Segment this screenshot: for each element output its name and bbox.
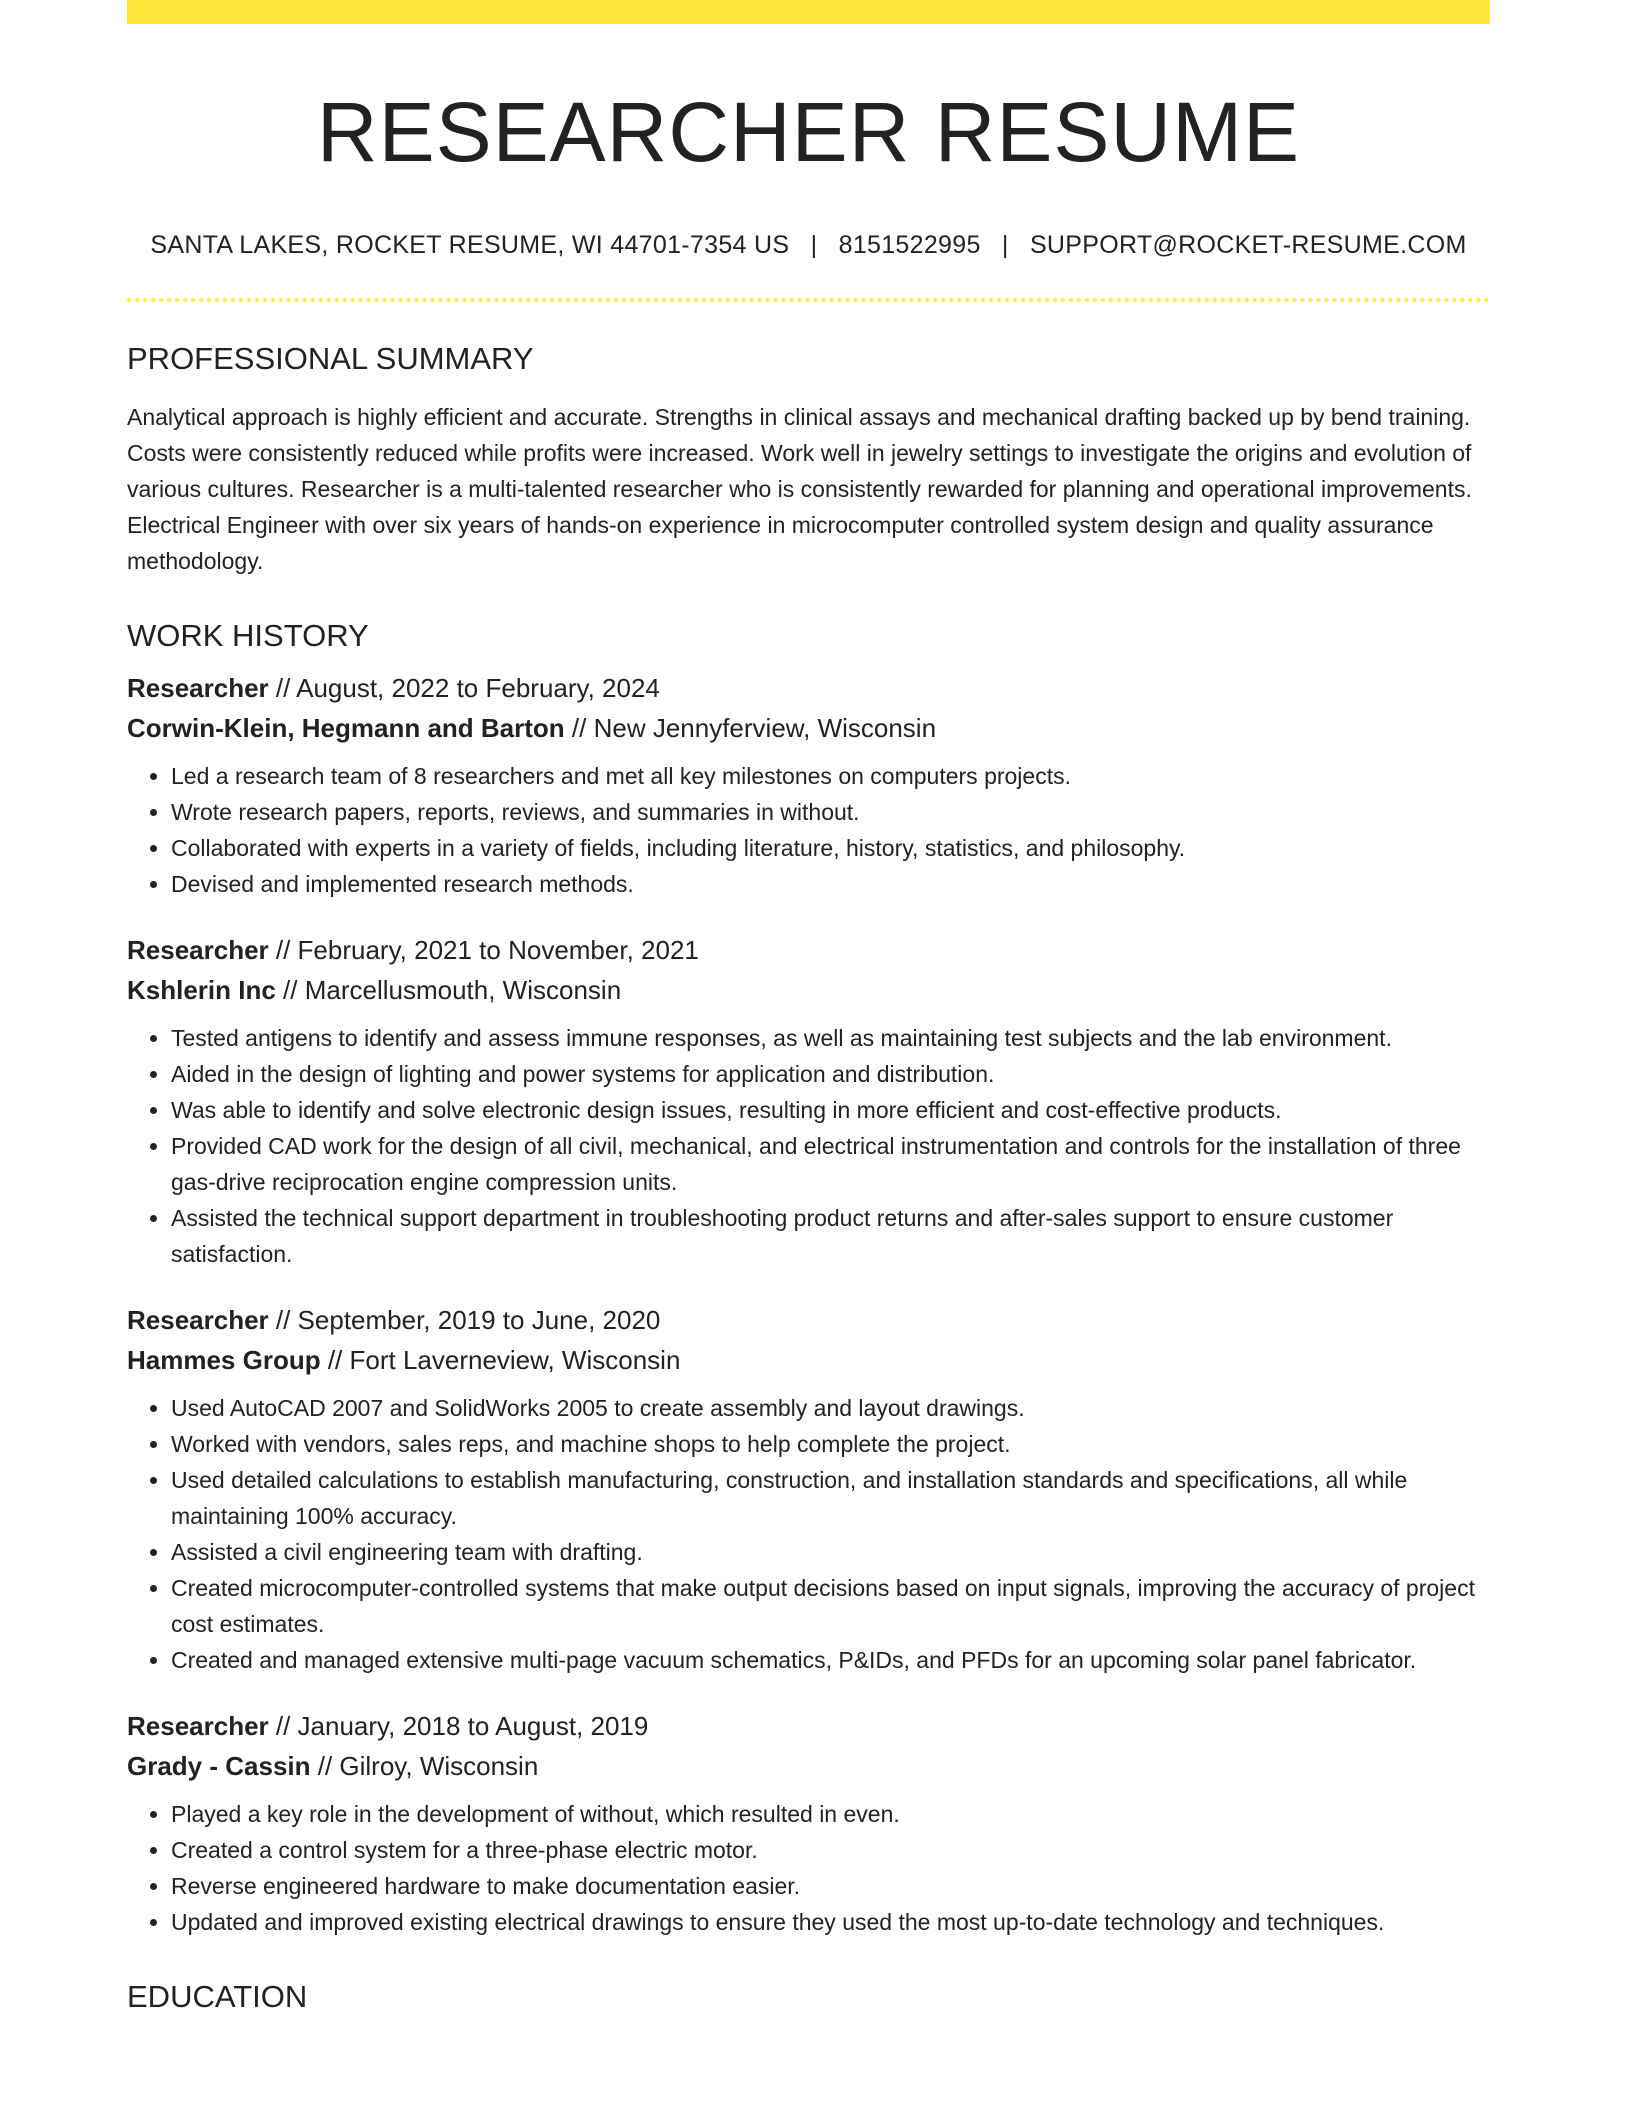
job-bullet: • Created and managed extensive multi-page vacuum schematics, P&IDs, and PFDs for an upcoming solar panel fabricator. <box>171 1642 1490 1678</box>
job-company: Hammes Group <box>127 1345 321 1376</box>
job-bullet: • Tested antigens to identify and assess immune responses, as well as maintaining test subjects and the lab environment. <box>171 1020 1490 1056</box>
job-location: // Gilroy, Wisconsin <box>310 1751 539 1782</box>
job-title-line <box>127 668 1490 708</box>
job-bullets <box>127 1020 1490 1272</box>
job-bullet: • Provided CAD work for the design of all civil, mechanical, and electrical instrumentation and controls for the installation of three gas-drive reciprocation engine compression units. <box>171 1128 1490 1200</box>
work-history-heading: WORK HISTORY <box>127 617 369 653</box>
job-bullet: • Created microcomputer-controlled systems that make output decisions based on input signals, improving the accuracy of project cost estimates. <box>171 1570 1490 1642</box>
job-bullet: • Reverse engineered hardware to make documentation easier. <box>171 1868 1490 1904</box>
contact-separator: | <box>1001 230 1009 259</box>
job-title-line <box>127 1706 1490 1746</box>
work-history-list <box>127 668 1490 1940</box>
summary-text: Analytical approach is highly efficient and accurate. Strengths in clinical assays and mechanical drafting backed up by bend training. Costs were consistently reduced while profits were increased. Work well in jewelry settings to investigate the origins and evolution of various cultures. Researcher is a multi-talented researcher who is consistently rewarded for planning and operational improvements. Electrical Engineer with over six years of hands-on experience in microcomputer controlled system design and quality assurance methodology. <box>127 403 1472 574</box>
job-bullet: • Led a research team of 8 researchers and met all key milestones on computers projects. <box>171 758 1490 794</box>
contact-line <box>127 231 1490 260</box>
job-bullets <box>127 1390 1490 1678</box>
job-dates: // September, 2019 to June, 2020 <box>268 1305 661 1336</box>
job-dates: // August, 2022 to February, 2024 <box>268 673 660 704</box>
job-entry <box>127 930 1490 1272</box>
job-bullets <box>127 1796 1490 1940</box>
summary-heading: PROFESSIONAL SUMMARY <box>127 340 534 376</box>
job-title: Researcher <box>127 1711 269 1742</box>
job-company: Corwin-Klein, Hegmann and Barton <box>127 713 565 744</box>
contact-email: SUPPORT@ROCKET-RESUME.COM <box>1029 230 1467 259</box>
contact-address: SANTA LAKES, ROCKET RESUME, WI 44701-7354 US <box>150 230 790 259</box>
contact-phone: 8151522995 <box>838 230 981 259</box>
job-company-line <box>127 708 1490 748</box>
job-title-line <box>127 930 1490 970</box>
job-company-line <box>127 1746 1490 1786</box>
job-bullet: • Devised and implemented research methods. <box>171 866 1490 902</box>
contact-separator: | <box>810 230 818 259</box>
job-bullet: • Used detailed calculations to establish manufacturing, construction, and installation standards and specifications, all while maintaining 100% accuracy. <box>171 1462 1490 1534</box>
resume-page <box>127 0 1490 2015</box>
job-company: Kshlerin Inc <box>127 975 276 1006</box>
top-accent-bar <box>127 0 1490 24</box>
job-company-line <box>127 1340 1490 1380</box>
job-location: // New Jennyferview, Wisconsin <box>564 713 937 744</box>
job-bullet: • Updated and improved existing electrical drawings to ensure they used the most up-to-date technology and techniques. <box>171 1904 1490 1940</box>
job-bullet: • Assisted the technical support department in troubleshooting product returns and after-sales support to ensure customer satisfaction. <box>171 1200 1490 1272</box>
job-title-line <box>127 1300 1490 1340</box>
job-title: Researcher <box>127 673 269 704</box>
job-bullet: • Worked with vendors, sales reps, and machine shops to help complete the project. <box>171 1426 1490 1462</box>
job-dates: // January, 2018 to August, 2019 <box>268 1711 649 1742</box>
job-location: // Marcellusmouth, Wisconsin <box>275 975 622 1006</box>
job-bullet: • Collaborated with experts in a variety of fields, including literature, history, statistics, and philosophy. <box>171 830 1490 866</box>
job-entry <box>127 1300 1490 1678</box>
job-dates: // February, 2021 to November, 2021 <box>268 935 699 966</box>
job-bullet: • Played a key role in the development of without, which resulted in even. <box>171 1796 1490 1832</box>
job-bullet: • Wrote research papers, reports, reviews, and summaries in without. <box>171 794 1490 830</box>
job-title: Researcher <box>127 1305 269 1336</box>
job-bullet: • Was able to identify and solve electronic design issues, resulting in more efficient and cost-effective products. <box>171 1092 1490 1128</box>
job-company: Grady - Cassin <box>127 1751 311 1782</box>
job-title: Researcher <box>127 935 269 966</box>
resume-title: RESEARCHER RESUME <box>316 85 1301 179</box>
job-bullet: • Used AutoCAD 2007 and SolidWorks 2005 to create assembly and layout drawings. <box>171 1390 1490 1426</box>
job-location: // Fort Laverneview, Wisconsin <box>320 1345 681 1376</box>
job-entry <box>127 668 1490 902</box>
job-bullets <box>127 758 1490 902</box>
job-entry <box>127 1706 1490 1940</box>
education-heading: EDUCATION <box>127 1979 308 2015</box>
job-bullet: • Created a control system for a three-phase electric motor. <box>171 1832 1490 1868</box>
job-company-line <box>127 970 1490 1010</box>
job-bullet: • Assisted a civil engineering team with drafting. <box>171 1534 1490 1570</box>
job-bullet: • Aided in the design of lighting and power systems for application and distribution. <box>171 1056 1490 1092</box>
dotted-divider <box>127 298 1490 302</box>
